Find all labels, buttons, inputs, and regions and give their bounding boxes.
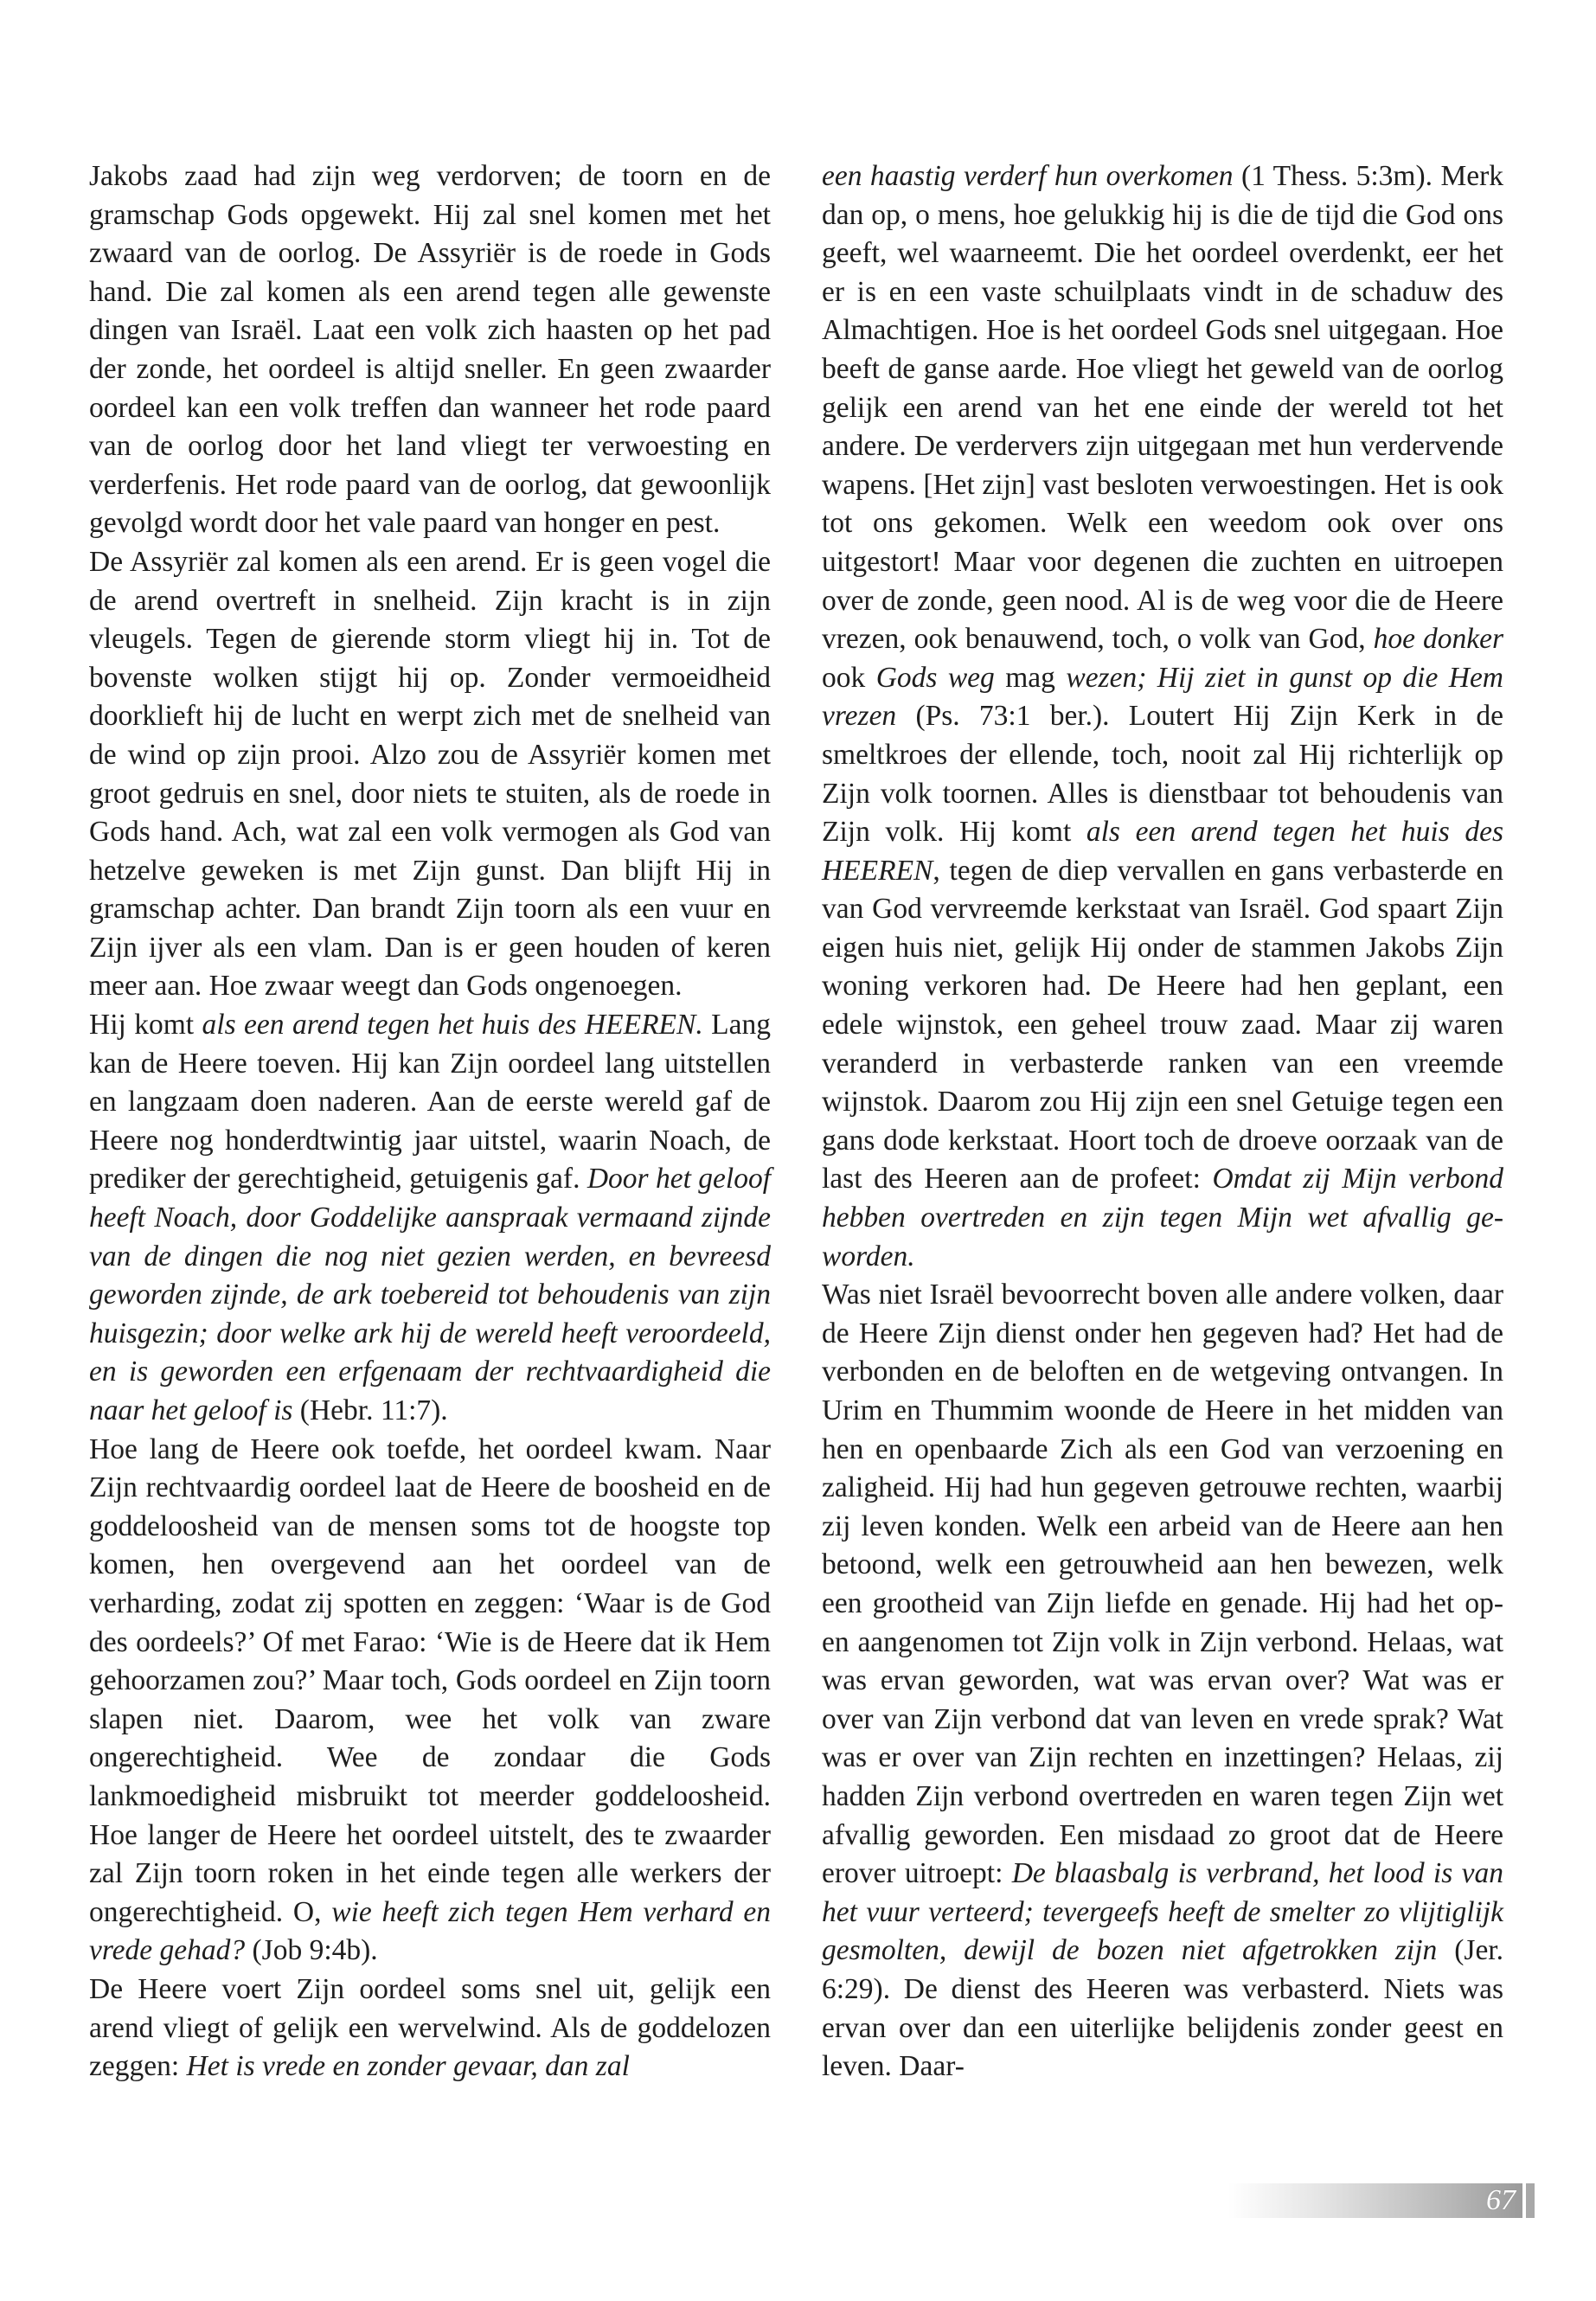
- left-text-column: [89, 157, 771, 2086]
- paragraph: [89, 1431, 771, 1971]
- italic-text-run: Omdat zij Mijn verbond hebben overtreden en zijn tegen Mijn wet afvallig geworden.: [822, 1163, 1504, 1272]
- text-run: (Ps. 73:1 ber.). Loutert Hij Zijn Kerk in de smeltkroes der ellende, toch, nooit zal Hij richterlijk op Zijn volk toornen. Alles is dienstbaar tot behoudenis van Zijn volk. Hij komt: [822, 700, 1503, 849]
- text-run: (Job 9:4b).: [245, 1934, 378, 1967]
- text-run: Was niet Israël bevoorrecht boven alle andere volken, daar de Heere Zijn dienst onder hen gegeven had? Het had de verbonden en de beloften en de wetgeving ontvangen. In Urim en Thummim woonde de Heere in het midden van hen en openbaarde Zich als een God van verzoening en zaligheid. Hij had hun gegeven getrouwe rechten, waarbij zij leven konden. Welk een arbeid van de Heere aan hen betoond, welk een getrouwheid aan hen bewezen, welk een grootheid van Zijn liefde en genade. Hij had het op- en aangenomen tot Zijn volk in Zijn verbond. Helaas, wat was ervan geworden, wat was ervan over? Wat was er over van Zijn verbond dat van leven en vrede sprak? Wat was er over van Zijn rechten en inzettingen? Helaas, zij hadden Zijn verbond overtreden en waren tegen Zijn wet afvallig geworden. Een misdaad zo groot dat de Heere erover uitroept:: [822, 1279, 1503, 1890]
- italic-text-run: wie heeft zich tegen Hem verhard en vrede gehad?: [89, 1895, 772, 1967]
- text-run: ook: [822, 661, 876, 694]
- text-run: (Jer. 6:29). De dienst des Heeren was verbasterd. Niets was ervan over dan een uiterlijke belijdenis zonder geest en leven. Daar-: [822, 1934, 1503, 2083]
- italic-text-run: wezen; Hij ziet in gunst op die Hem vrezen: [822, 661, 1504, 733]
- text-run: , tegen de diep vervallen en gans verbasterde en van God vervreemde kerkstaat van Israël. God spaart Zijn eigen huis niet, gelijk Hij onder de stammen Jakobs Zijn woning verkoren had. De Heere had hen geplant, een edele wijnstok, een geheel trouw zaad. Maar zij waren veranderd in verbasterde ranken van een vreemde wijnstok. Daarom zou Hij zijn een snel Getuige tegen een gans dode kerkstaat. Hoort toch de droeve oorzaak van de last des Heeren aan de profeet:: [822, 854, 1503, 1195]
- paragraph: [89, 157, 771, 543]
- right-text-column: [822, 157, 1503, 2086]
- italic-text-run: als een arend tegen het huis des HEEREN: [822, 816, 1503, 887]
- text-run: (1 Thess. 5:3m). Merk dan op, o mens, hoe gelukkig hij is die de tijd die God ons geeft, wel waarneemt. Die het oordeel overdenkt, eer het er is en een vaste schuilplaats vindt in de schaduw des Almachtigen. Hoe is het oordeel Gods snel uitgegaan. Hoe beeft de ganse aarde. Hoe vliegt het geweld van de oorlog gelijk een arend van het ene einde der wereld tot het andere. De verdervers zijn uitgegaan met hun verdervende wapens. [Het zijn] vast besloten verwoestingen. Het is ook tot ons gekomen. Welk een weedom ook over ons uitgestort! Maar voor degenen die zuchten en uitroepen over de zonde, geen nood. Al is de weg voor die de Heere vrezen, ook benauwend, toch, o volk van God,: [822, 160, 1503, 656]
- italic-text-run: Het is vrede en zonder gevaar, dan zal: [186, 2050, 630, 2083]
- italic-text-run: hoe donker: [1373, 623, 1503, 656]
- text-run: (Hebr. 11:7).: [292, 1394, 448, 1426]
- text-run: De Assyriër zal komen als een arend. Er is geen vogel die de arend overtreft in snelheid. Zijn kracht is in zijn vleugels. Tegen de gierende storm vliegt hij in. Tot de bovenste wolken stijgt hij op. Zonder vermoeidheid doorklieft hij de lucht en werpt zich met de snelheid van de wind op zijn prooi. Alzo zou de Assyriër komen met groot gedruis en snel, door niets te stuiten, als de roede in Gods hand. Ach, wat zal een volk vermogen als God van hetzelve geweken is met Zijn gunst. Dan blijft Hij in gramschap achter. Dan brandt Zijn toorn als een vuur en Zijn ijver als een vlam. Dan is er geen houden of keren meer aan. Hoe zwaar weegt dan Gods ongenoegen.: [89, 545, 771, 1003]
- italic-text-run: Gods weg: [875, 661, 995, 694]
- text-run: mag: [994, 661, 1067, 694]
- page-number: 67: [1486, 2184, 1516, 2216]
- footer-tick-mark: [1526, 2183, 1535, 2218]
- italic-text-run: Door het geloof heeft Noach, door Goddelijke aanspraak vermaand zijnde van de dingen die nog niet gezien werden, en bevreesd geworden zijnde, de ark toebereid tot behoudenis van zijn huisgezin; door welke ark hij de wereld heeft veroordeeld, en is geworden een erfgenaam der rechtvaardigheid die naar het geloof is: [89, 1163, 772, 1426]
- paragraph: [822, 157, 1503, 1276]
- text-run: Hoe lang de Heere ook toefde, het oordeel kwam. Naar Zijn rechtvaardig oordeel laat de Heere de boosheid en de goddeloosheid van de mensen soms tot de hoogste top komen, hen overgevend aan het oordeel van de verharding, zodat zij spotten en zeggen: ‘Waar is de God des oordeels?’ Of met Farao: ‘Wie is de Heere dat ik Hem gehoorzamen zou?’ Maar toch, Gods oordeel en Zijn toorn slapen niet. Daarom, wee het volk van zware ongerechtigheid. Wee de zondaar die Gods lankmoedigheid misbruikt tot meerder goddeloosheid. Hoe langer de Heere het oordeel uitstelt, des te zwaarder zal Zijn toorn roken in het einde tegen alle werkers der ongerechtigheid. O,: [89, 1433, 771, 1928]
- text-run: De Heere voert Zijn oordeel soms snel uit, gelijk een arend vliegt of gelijk een wervelwind. Als de goddelozen zeggen:: [89, 1972, 771, 2083]
- text-run: Jakobs zaad had zijn weg verdorven; de toorn en de gramschap Gods opgewekt. Hij zal snel komen met het zwaard van de oorlog. De Assyriër is de roede in Gods hand. Die zal komen als een arend tegen alle gewenste dingen van Israël. Laat een volk zich haasten op het pad der zonde, het oordeel is altijd sneller. En geen zwaarder oordeel kan een volk treffen dan wanneer het rode paard van de oorlog door het land vliegt ter verwoesting en verderfenis. Het rode paard van de oorlog, dat gewoonlijk gevolgd wordt door het vale paard van honger en pest.: [89, 160, 771, 540]
- italic-text-run: De blaasbalg is verbrand, het lood is van het vuur verteerd; tevergeefs heeft de smelter zo vlijtiglijk gesmolten, dewijl de bozen niet afgetrokken zijn: [822, 1857, 1503, 1967]
- paragraph: [822, 1276, 1503, 2086]
- text-run: Hij komt: [89, 1009, 202, 1042]
- italic-text-run: als een arend tegen het huis des HEEREN.: [202, 1009, 703, 1042]
- italic-text-run: een haastig verderf hun overkomen: [822, 160, 1234, 192]
- paragraph: [89, 1971, 771, 2086]
- paragraph: [89, 543, 771, 1006]
- text-run: Lang kan de Heere toeven. Hij kan Zijn oordeel lang uitstellen en langzaam doen naderen. Aan de eerste wereld gaf de Heere nog honderdtwintig jaar uitstel, waarin Noach, de prediker der gerechtigheid, getuigenis gaf.: [89, 1009, 771, 1195]
- paragraph: [89, 1006, 771, 1431]
